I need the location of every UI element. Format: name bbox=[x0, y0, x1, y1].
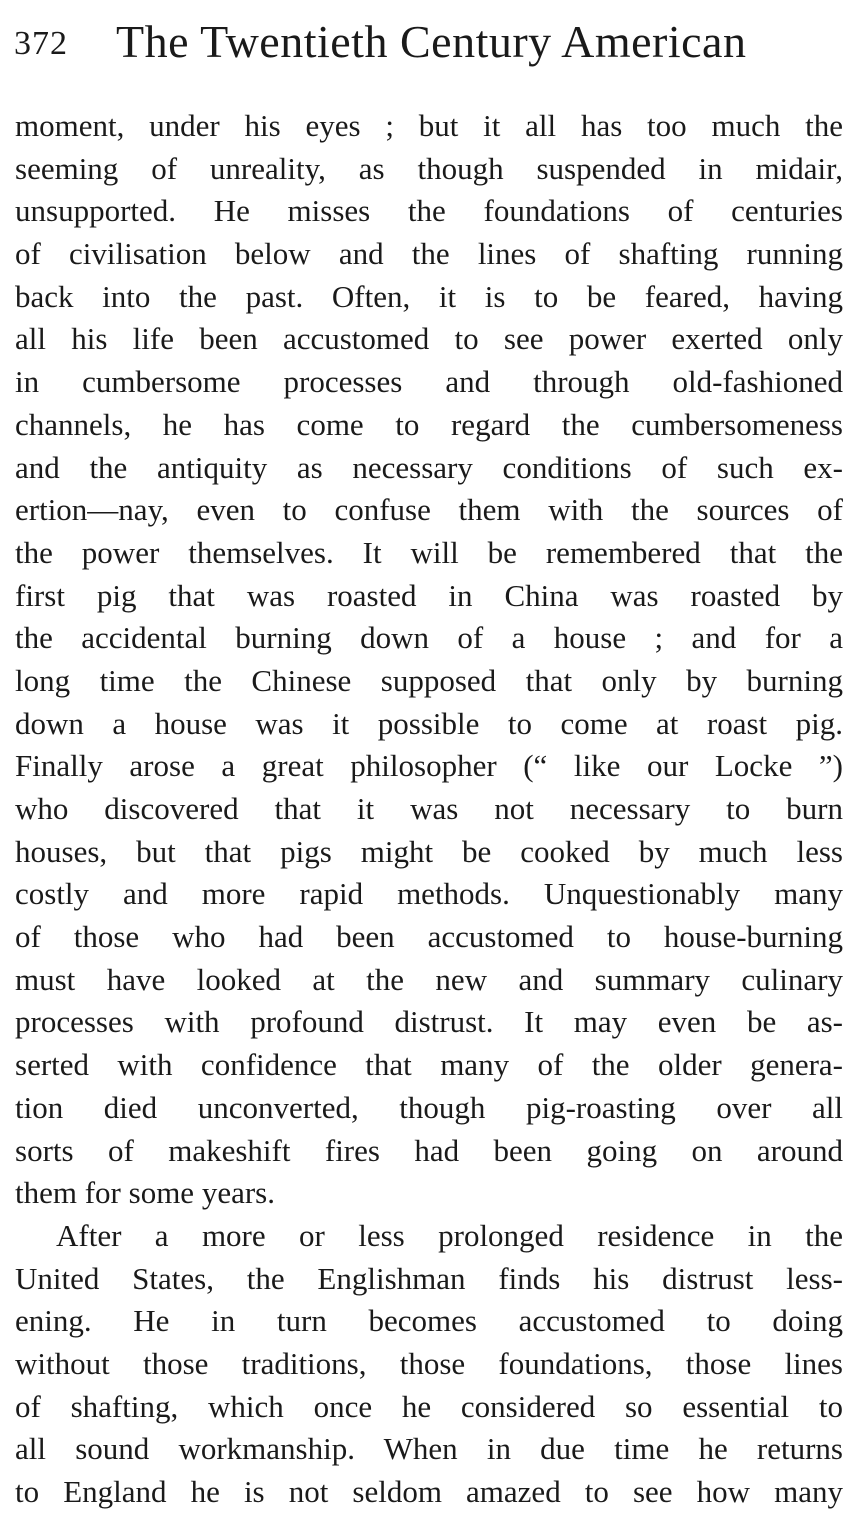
text-line: of those who had been accustomed to house-burning bbox=[15, 919, 843, 955]
text-line: unsupported. He misses the foundations of centuries bbox=[15, 193, 843, 229]
text-line: first pig that was roasted in China was roasted by bbox=[15, 577, 843, 613]
text-line: serted with confidence that many of the older genera- bbox=[15, 1047, 843, 1083]
text-line: long time the Chinese supposed that only by burning bbox=[15, 662, 843, 698]
text-line: in cumbersome processes and through old-fashioned bbox=[15, 364, 843, 400]
text-line: Finally arose a great philosopher (“ like our Locke ”) bbox=[15, 748, 843, 784]
text-line: houses, but that pigs might be cooked by much less bbox=[15, 833, 843, 869]
text-line: who discovered that it was not necessary to burn bbox=[15, 791, 843, 826]
text-line: all his life been accustomed to see power exerted only bbox=[15, 321, 843, 357]
text-line: After a more or less prolonged residence in the bbox=[56, 1217, 843, 1253]
body-text bbox=[15, 105, 843, 1514]
text-line: the accidental burning down of a house ; and for a bbox=[15, 620, 843, 656]
text-line: moment, under his eyes ; but it all has too much the bbox=[15, 108, 843, 143]
text-line: of shafting, which once he considered so essential to bbox=[15, 1388, 843, 1424]
text-line: to England he is not seldom amazed to see how many bbox=[15, 1474, 843, 1509]
page-number: 372 bbox=[14, 25, 68, 62]
text-line: the power themselves. It will be remembered that the bbox=[15, 534, 843, 570]
text-line: ertion—nay, even to confuse them with the sources of bbox=[15, 492, 843, 528]
text-line: channels, he has come to regard the cumbersomeness bbox=[15, 406, 843, 442]
text-line: ening. He in turn becomes accustomed to doing bbox=[15, 1303, 843, 1339]
text-line: must have looked at the new and summary culinary bbox=[15, 961, 843, 997]
text-line: all sound workmanship. When in due time he returns bbox=[15, 1431, 843, 1467]
text-line: sorts of makeshift fires had been going on around bbox=[15, 1132, 843, 1168]
text-line: and the antiquity as necessary conditions of such ex- bbox=[15, 449, 843, 485]
text-line: seeming of unreality, as though suspended in midair, bbox=[15, 150, 843, 186]
paragraph bbox=[15, 1215, 843, 1514]
text-line: down a house was it possible to come at roast pig. bbox=[15, 705, 843, 741]
text-line: back into the past. Often, it is to be feared, having bbox=[15, 278, 843, 314]
running-head bbox=[14, 10, 854, 70]
text-line: tion died unconverted, though pig-roasting over all bbox=[15, 1089, 843, 1125]
text-line: of civilisation below and the lines of shafting running bbox=[15, 236, 843, 272]
text-line: costly and more rapid methods. Unquestionably many bbox=[15, 876, 843, 912]
running-title: The Twentieth Century American bbox=[116, 16, 747, 67]
text-line: processes with profound distrust. It may even be as- bbox=[15, 1004, 843, 1040]
text-line: United States, the Englishman finds his distrust less- bbox=[15, 1260, 843, 1296]
text-line: without those traditions, those foundations, those lines bbox=[15, 1345, 843, 1381]
paragraph bbox=[15, 105, 843, 1215]
text-line: them for some years. bbox=[15, 1175, 275, 1211]
